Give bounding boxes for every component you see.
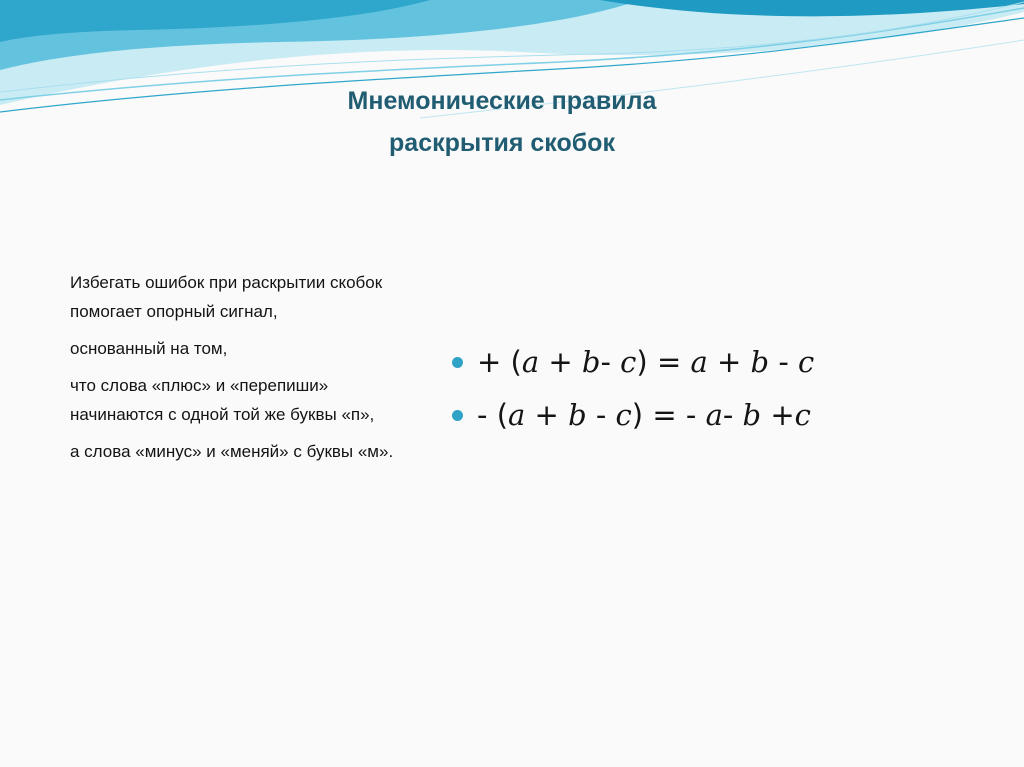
formula-item-plus [452,342,972,382]
bullet-dot-icon [452,357,463,368]
formula-item-minus [452,395,972,435]
bullet-dot-icon [452,410,463,421]
paragraph-intro: Избегать ошибок при раскрытии скобок помогает опорный сигнал, [70,273,383,321]
slide-title [212,80,792,164]
paragraph-basis: основанный на том, [70,339,228,358]
paragraph-minus-rule: а слова «минус» и «меняй» с буквы «м». [70,442,394,461]
slide-title-line-1: Мнемонические правила [347,87,657,115]
formula-list [452,342,972,448]
slide-title-line-2: раскрытия скобок [389,129,615,157]
mnemonic-description [70,268,415,474]
formula-minus-text: - (a + b - c) = - a- b +c [477,398,811,432]
formula-plus-text: + (a + b- c) = a + b - c [477,345,815,379]
paragraph-plus-rule: что слова «плюс» и «перепиши» начинаются с одной той же буквы «п», [70,376,375,424]
